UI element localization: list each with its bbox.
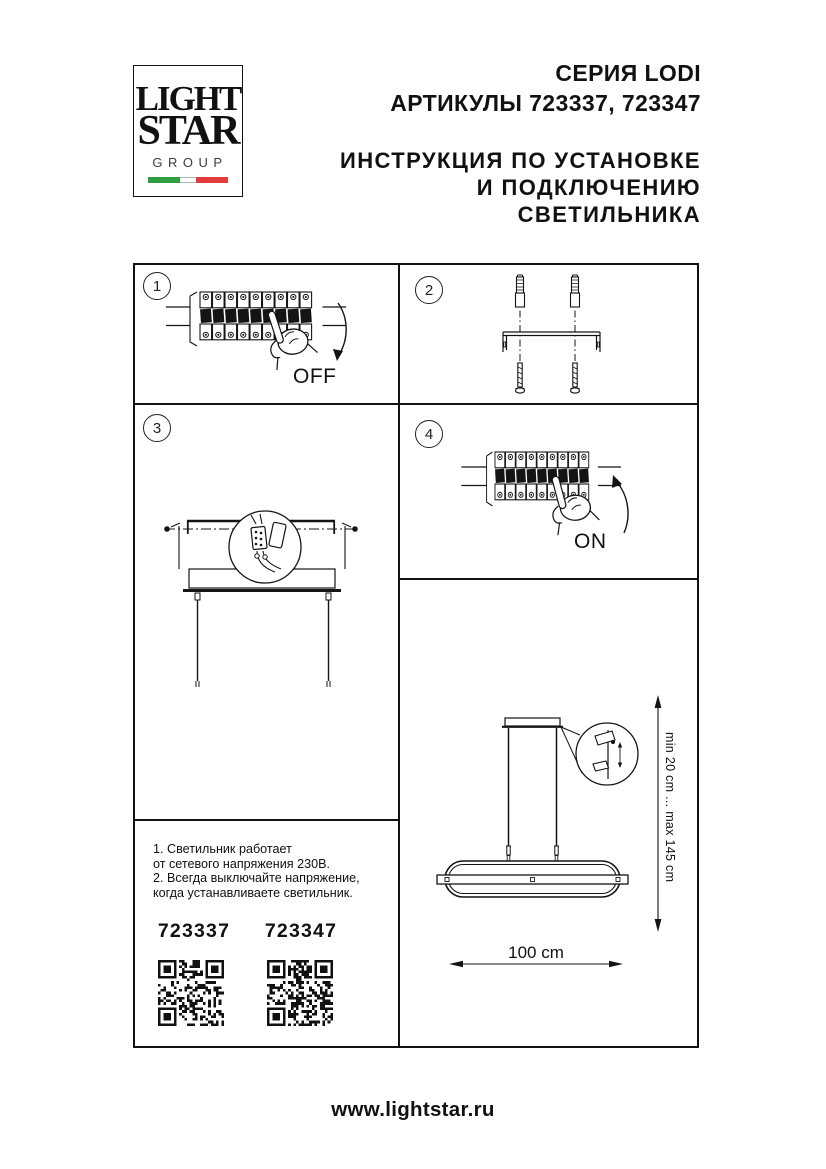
off-label: OFF (293, 365, 337, 388)
on-label: ON (574, 530, 607, 553)
screw-icon (571, 363, 580, 393)
width-label: 100 cm (508, 943, 564, 962)
cable-adjuster-magnifier (561, 723, 638, 785)
website-url: www.lightstar.ru (331, 1098, 495, 1121)
mounting-bracket-icon (503, 332, 600, 352)
suspension-cables (506, 728, 559, 861)
height-dimension-arrow (655, 695, 662, 932)
instruction-title-line2: И ПОДКЛЮЧЕНИЮ СВЕТИЛЬНИКА (476, 175, 701, 227)
step2-number: 2 (415, 276, 443, 304)
safety-notes (153, 842, 360, 901)
series-title: СЕРИЯ LODI (555, 60, 701, 86)
ceiling-canopy-icon (502, 718, 563, 727)
logo-word-star: STAR (137, 108, 239, 154)
qr-code-left (158, 960, 224, 1026)
step2-panel (400, 265, 697, 403)
arrow-up-icon (612, 475, 628, 533)
grid-right-column (398, 265, 697, 1046)
logo-word-group: GROUP (152, 155, 228, 170)
arrow-down-icon (333, 303, 346, 361)
note-line: когда устанавливаете светильник. (153, 886, 353, 901)
suspension-cables (195, 593, 331, 687)
article-number-right: 723347 (264, 920, 338, 942)
lamp-body-icon (437, 861, 628, 897)
italian-flag-icon (148, 177, 228, 184)
step3-illustration (135, 405, 398, 819)
height-range-label: min 20 cm ... max 145 cm (663, 732, 677, 883)
articles-title: АРТИКУЛЫ 723337, 723347 (390, 90, 701, 116)
wall-anchor-icon (516, 275, 525, 307)
qr-code-right (267, 960, 333, 1026)
pendant-lamp-illustration (400, 580, 697, 1046)
breaker-panel-icon (461, 452, 621, 506)
lightstar-logo (133, 65, 243, 197)
logo-word-light: LIGHT (135, 79, 241, 118)
flag-green-stripe (148, 177, 180, 184)
wiring-detail-magnifier (229, 511, 301, 583)
step1-illustration (135, 265, 398, 403)
header-titles (300, 58, 701, 228)
instruction-title-line1: ИНСТРУКЦИЯ ПО УСТАНОВКЕ (340, 148, 701, 173)
step4-number: 4 (415, 420, 443, 448)
step4-illustration (400, 405, 697, 578)
note-line: от сетевого напряжения 230В. (153, 856, 330, 871)
steps-grid (133, 263, 699, 1048)
breaker-panel-icon (166, 292, 346, 346)
step4-panel (400, 403, 697, 578)
step3-panel (135, 403, 398, 819)
pendant-lamp-panel (400, 578, 697, 1046)
flag-white-stripe (180, 177, 196, 184)
step1-number: 1 (143, 272, 171, 300)
wall-anchor-icon (571, 275, 580, 307)
step1-panel (135, 265, 398, 403)
step2-illustration (400, 265, 697, 403)
instruction-title (300, 147, 701, 228)
notes-panel (135, 819, 398, 1046)
note-line: 2. Всегда выключайте напряжение, (153, 871, 360, 886)
article-number-left: 723337 (157, 920, 231, 942)
step3-number: 3 (143, 414, 171, 442)
note-line: 1. Светильник работает (153, 842, 292, 856)
grid-left-column (135, 265, 398, 1046)
alignment-dashes (520, 296, 575, 363)
screw-icon (516, 363, 525, 393)
flag-red-stripe (196, 177, 228, 184)
